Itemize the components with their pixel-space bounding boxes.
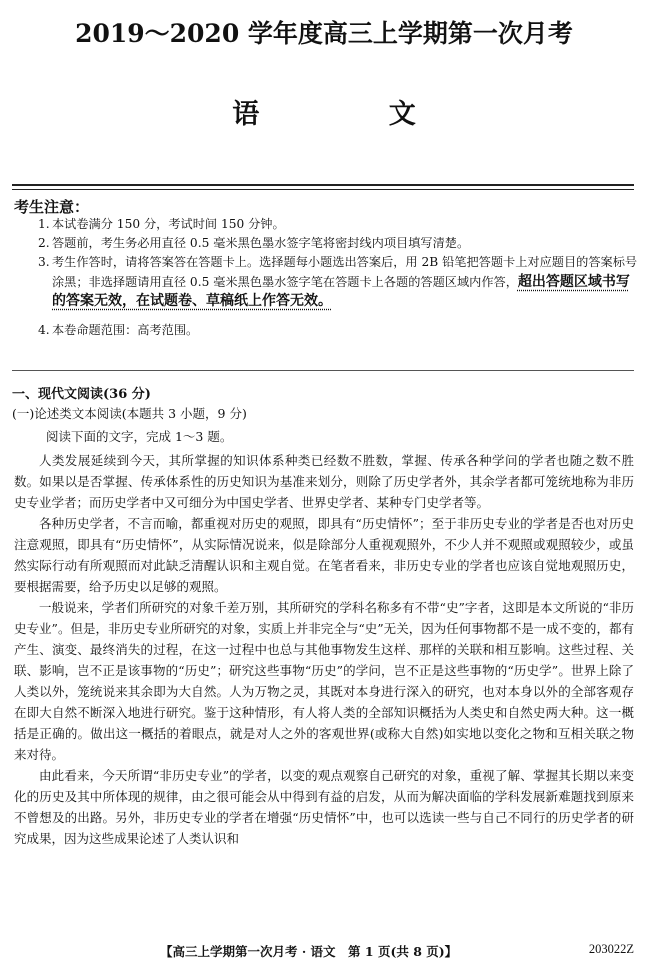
notice-item bbox=[38, 321, 638, 340]
notice-item-number: 4. bbox=[38, 323, 50, 338]
passage-paragraph: 一般说来，学者们所研究的对象千差万别，其所研究的学科名称多有不带“史”字者，这即是本文所说的“非历史专业”。但是，非历史专业所研究的对象，实质上并非完全与“史”无关，因为任何事物都不是一成不变的，都有产生、演变、最终消失的过程，在这一过程中也总与其他事物发生这样、那样的关联和相互影响。这些过程、关联、影响，岂不正是该事物的“历史”；研究这些事物“历史”的学问，岂不正是这些事物的“历史学”。世界上除了人类以外，笼统说来其余即为大自然。人为万物之灵，其既对本身进行深入的研究，也对本身以外的全部客观存在即大自然不断深入地进行研究。鉴于这种情形，有人将人类的全部知识概括为人类史和自然史两大种。这一概括是正确的。做出这一概括的着眼点，就是对人之外的客观世界(或称大自然)如实地以变化之物和互相关联之物来对待。 bbox=[14, 600, 634, 762]
reading-instruction: 阅读下面的文字，完成 1～3 题。 bbox=[46, 429, 233, 444]
top-divider-thin bbox=[12, 189, 634, 190]
footer-page-info: 【高三上学期第一次月考 · 语文 第 1 页(共 8 页)】 bbox=[160, 944, 458, 959]
subject-title: 语 文 bbox=[232, 99, 476, 130]
notice-item bbox=[38, 234, 638, 253]
footer-code: 203022Z bbox=[588, 942, 634, 956]
passage-paragraph: 人类发展延续到今天，其所掌握的知识体系种类已经数不胜数，掌握、传承各种学问的学者也随之数不胜数。如果以是否掌握、传承体系性的历史知识为基准来划分，则除了历史学者外，其余学者都可笼统地称为非历史专业学者；而历史学者中又可细分为中国史学者、世界史学者、某种专门史学者等。 bbox=[14, 453, 634, 510]
notice-item-number: 1. bbox=[38, 217, 50, 231]
section-title: 一、现代文阅读(36 分) bbox=[12, 387, 151, 402]
notice-list bbox=[38, 215, 638, 340]
notice-item-text: 考生作答时，请将答案答在答题卡上。选择题每小题选出答案后，用 2B 铅笔把答题卡上对应题目的答案标号涂黑；非选择题请用直径 0.5 毫米黑色墨水签字笔在答题卡上各题的答题区域内作答， bbox=[52, 255, 638, 289]
notice-item-number: 2. bbox=[38, 236, 50, 251]
notice-heading: 考生注意： bbox=[14, 198, 90, 216]
section-divider bbox=[12, 370, 634, 371]
notice-item-number: 3. bbox=[38, 255, 50, 270]
section-subtitle: (一)论述类文本阅读(本题共 3 小题，9 分) bbox=[12, 406, 247, 421]
notice-item bbox=[38, 253, 638, 311]
exam-title: 2019～2020 学年度高三上学期第一次月考 bbox=[75, 19, 573, 48]
top-divider bbox=[12, 184, 634, 186]
notice-item-text: 本卷命题范围：高考范围。 bbox=[52, 323, 199, 338]
reading-passage bbox=[14, 450, 634, 849]
notice-item-text: 本试卷满分 150 分，考试时间 150 分钟。 bbox=[52, 217, 285, 231]
notice-item bbox=[38, 215, 638, 234]
passage-paragraph: 各种历史学者，不言而喻，都重视对历史的观照，即具有“历史情怀”；至于非历史专业的学者是否也对历史注意观照，即具有“历史情怀”，从实际情况说来，似是除部分人重视观照外，不少人并不观照或观照较少，或虽然实际行动有所观照而对此缺乏清醒认识和主观自觉。在笔者看来，非历史专业的学者也应该自觉地观照历史，要根据需要，给予历史以足够的观照。 bbox=[14, 516, 634, 594]
notice-emphasis: 超出答题区域书写的答案无效，在试题卷、草稿纸上作答无效。 bbox=[52, 273, 630, 309]
passage-paragraph: 由此看来，今天所谓“非历史专业”的学者，以变的观点观察自己研究的对象，重视了解、掌握其长期以来变化的历史及其中所体现的规律，由之很可能会从中得到有益的启发，从而为解决面临的学科发展新难题找到原来不曾想及的出路。另外，非历史专业的学者在增强“历史情怀”中，也可以选读一些与自己不同行的历史学者的研究成果，因为这些成果论述了人类认识和 bbox=[14, 768, 634, 846]
notice-item-text: 答题前，考生务必用直径 0.5 毫米黑色墨水签字笔将密封线内项目填写清楚。 bbox=[52, 236, 470, 251]
